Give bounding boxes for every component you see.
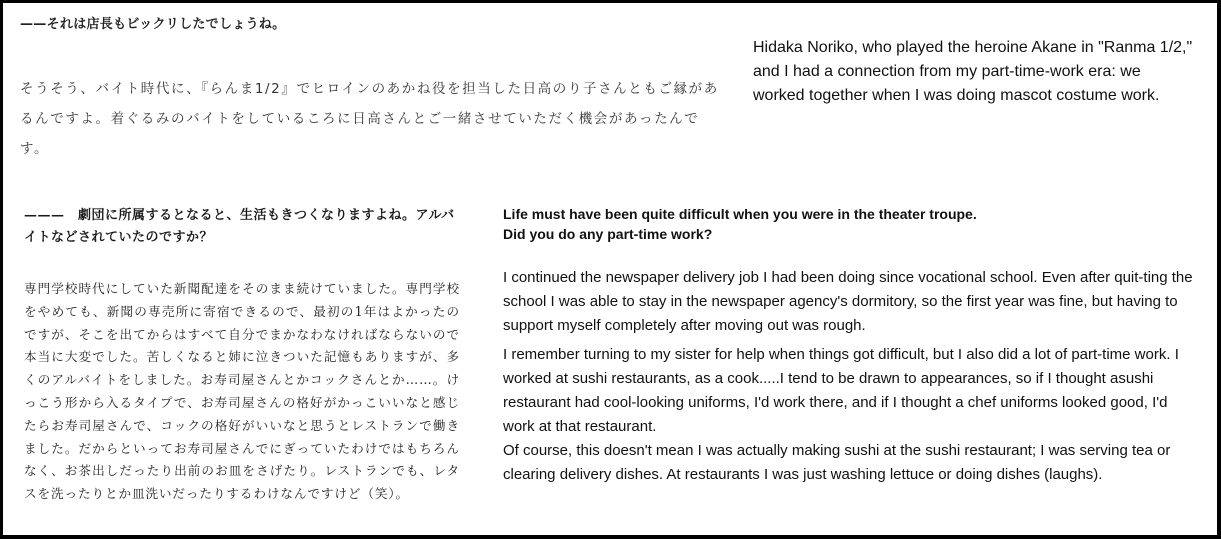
translated-question-line-1: Life must have been quite difficult when you were in the theater troupe.: [503, 206, 977, 222]
japanese-interview-block-1: [20, 14, 720, 164]
japanese-interview-block-2: [24, 205, 460, 506]
translated-question-line-2: Did you do any part-time work?: [503, 226, 713, 242]
translated-answer-paragraph-2: I remember turning to my sister for help when things got difficult, but I also did a lot of part-time work. I worked at sushi restaurants, as a cook.....I tend to be drawn to appearances, so if I thought asushi restaurant had cool-looking uniforms, I'd work there, and if I thought a chef uniforms looked good, I'd work at that restaurant.: [503, 346, 1179, 435]
interviewer-question: ——それは店長もビックリしたでしょうね。: [20, 17, 286, 32]
interviewer-question: ——— 劇団に所属するとなると、生活もきつくなりますよね。アルバイトなどされていたのですか？: [24, 208, 455, 245]
interviewee-answer: 専門学校時代にしていた新聞配達をそのまま続けていました。専門学校をやめても、新聞の専売所に寄宿できるので、最初の1年はよかったのですが、そこを出てからはすべて自分でまかなわなければならないので本当に大変でした。苦しくなると姉に泣きついた記憶もありますが、多くのアルバイトをしました。お寿司屋さんとかコックさんとか……。けっこう形から入るタイプで、お寿司屋さんの格好がかっこいいなと感じたらお寿司屋さんで、コックの格好がいいなと思うとレストランで働きました。だからといってお寿司屋さんでにぎっていたわけではもちろんなく、お茶出しだったり出前のお皿をさげたり。レストランでも、レタスを洗ったりとか皿洗いだったりするわけなんですけど（笑）。: [24, 281, 460, 502]
translated-answer: Hidaka Noriko, who played the heroine Akane in "Ranma 1/2," and I had a connection from my part-time-work era: we worked together when I was doing mascot costume work.: [753, 39, 1193, 104]
english-translation-block-2: [503, 204, 1197, 487]
translated-answer-paragraph-1: I continued the newspaper delivery job I had been doing since vocational school. Even after quit-ting the school I was able to stay in the newspaper agency's dormitory, so the first year was fine, but having to support myself completely after moving out was rough.: [503, 269, 1193, 334]
interviewee-answer: そうそう、バイト時代に、『らんま1/2』でヒロインのあかね役を担当した日高のり子さんともご縁があるんですよ。着ぐるみのバイトをしているころに日高さんとご一緒させていただく機会があったんです。: [20, 81, 719, 157]
translated-answer-paragraph-3: Of course, this doesn't mean I was actually making sushi at the sushi restaurant; I was serving tea or clearing delivery dishes. At restaurants I was just washing lettuce or doing dishes (laughs).: [503, 442, 1171, 483]
english-translation-block-1: [753, 36, 1193, 108]
